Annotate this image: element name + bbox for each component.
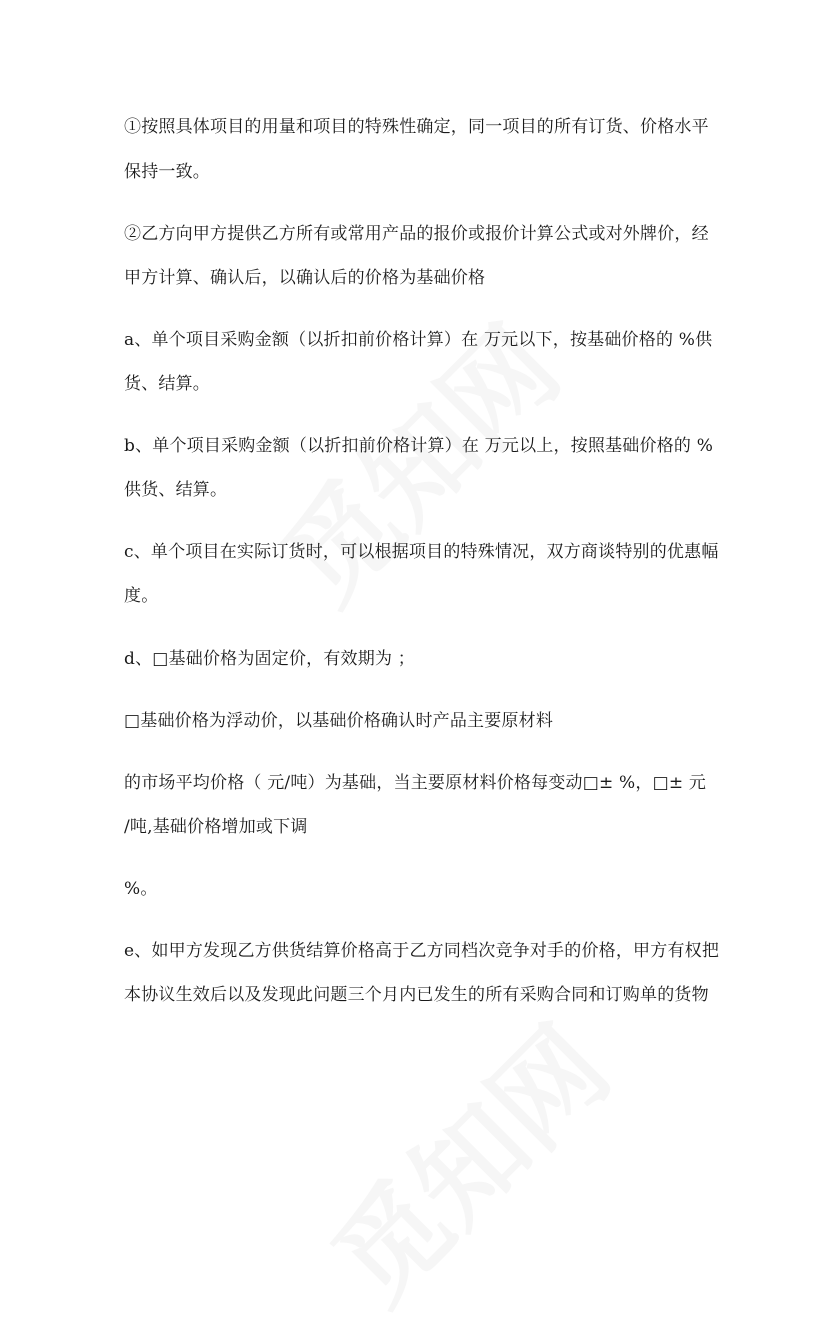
paragraph-line: □基础价格为浮动价，以基础价格确认时产品主要原材料 bbox=[124, 711, 554, 731]
paragraph-line: 供货、结算。 bbox=[124, 480, 228, 500]
paragraph-line: 本协议生效后以及发现此问题三个月内已发生的所有采购合同和订购单的货物 bbox=[124, 985, 709, 1005]
paragraph-line: 保持一致。 bbox=[124, 162, 210, 182]
paragraph-line: b、单个项目采购金额（以折扣前价格计算）在 万元以上，按照基础价格的 % bbox=[124, 436, 714, 456]
paragraph-line: 货、结算。 bbox=[124, 374, 210, 394]
paragraph-line: ①按照具体项目的用量和项目的特殊性确定，同一项目的所有订货、价格水平 bbox=[124, 117, 709, 137]
paragraph-line: /吨,基础价格增加或下调 bbox=[124, 817, 308, 837]
watermark bbox=[292, 986, 637, 1331]
paragraph-line: d、□基础价格为固定价，有效期为 ； bbox=[124, 649, 415, 669]
paragraph-line: 的市场平均价格（ 元/吨）为基础，当主要原材料价格每变动□± %，□± 元 bbox=[124, 773, 707, 793]
paragraph-line: 甲方计算、确认后，以确认后的价格为基础价格 bbox=[124, 268, 486, 288]
paragraph-line: 度。 bbox=[124, 586, 159, 606]
paragraph-line: e、如甲方发现乙方供货结算价格高于乙方同档次竞争对手的价格，甲方有权把 bbox=[124, 941, 720, 961]
paragraph-line: c、单个项目在实际订货时，可以根据项目的特殊情况，双方商谈特别的优惠幅 bbox=[124, 542, 719, 562]
paragraph-line: a、单个项目采购金额（以折扣前价格计算）在 万元以下，按基础价格的 %供 bbox=[124, 330, 713, 350]
paragraph-line: ②乙方向甲方提供乙方所有或常用产品的报价或报价计算公式或对外牌价，经 bbox=[124, 224, 709, 244]
paragraph-line: %。 bbox=[124, 879, 158, 899]
